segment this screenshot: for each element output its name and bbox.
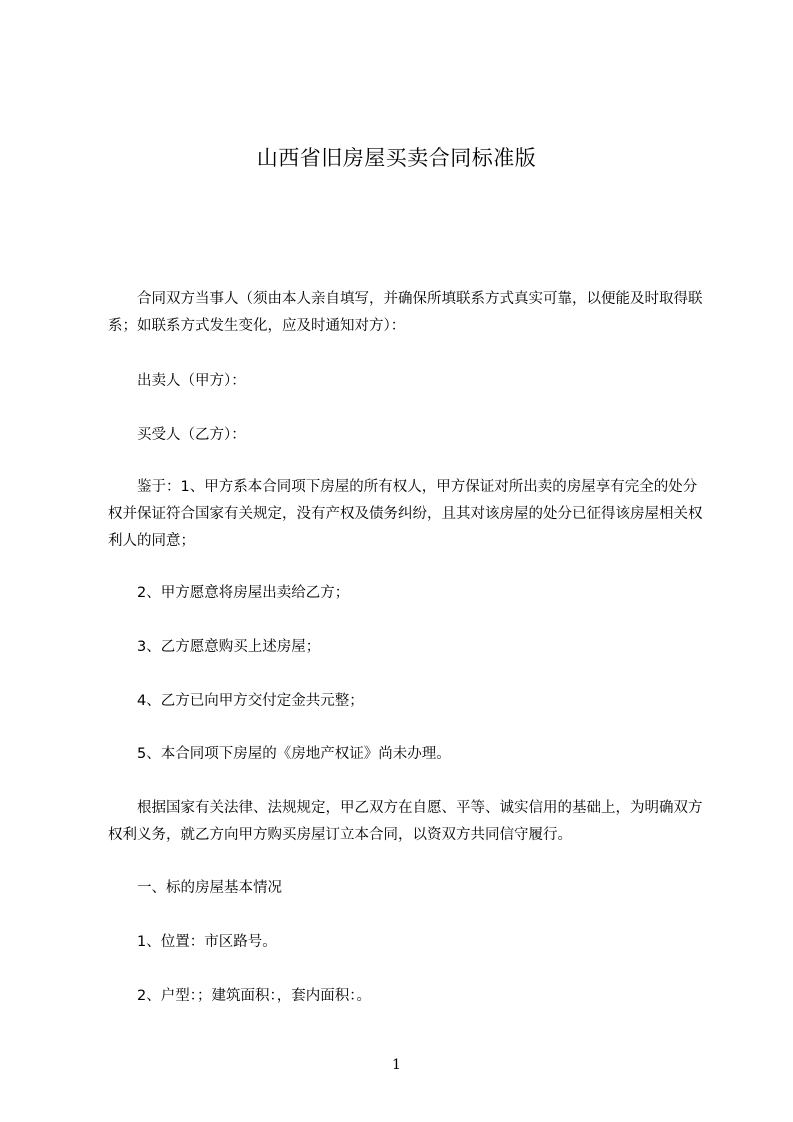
paragraph-buyer: 买受人（乙方）： xyxy=(137,427,246,443)
paragraph-whereas-4: 4、乙方已向甲方交付定金共元整； xyxy=(137,693,364,709)
paragraph-basis: 根据国家有关法律、法规规定，甲乙双方在自愿、平等、诚实信用的基础上，为明确双方权利义务，就乙方向甲方购买房屋订立本合同，以资双方共同信守履行。 xyxy=(108,800,703,843)
page-number: 1 xyxy=(392,1057,401,1073)
paragraph-whereas-5: 5、本合同项下房屋的《房地产权证》尚未办理。 xyxy=(137,746,451,762)
paragraph-whereas-2: 2、甲方愿意将房屋出卖给乙方； xyxy=(137,585,350,601)
paragraph-whereas-3: 3、乙方愿意购买上述房屋； xyxy=(137,639,321,655)
section-heading-1: 一、标的房屋基本情况 xyxy=(137,880,282,896)
paragraph-unit-type: 2、户型：；建筑面积：，套内面积：。 xyxy=(137,988,371,1004)
paragraph-whereas-1: 鉴于：1、甲方系本合同项下房屋的所有权人，甲方保证对所出卖的房屋享有完全的处分权并保证符合国家有关规定，没有产权及债务纠纷，且其对该房屋的处分已征得该房屋相关权利人的同意； xyxy=(108,479,703,549)
paragraph-seller: 出卖人（甲方）： xyxy=(137,373,246,389)
paragraph-parties-intro: 合同双方当事人（须由本人亲自填写，并确保所填联系方式真实可靠，以便能及时取得联系；如联系方式发生变化，应及时通知对方）： xyxy=(108,291,703,334)
document-title: 山西省旧房屋买卖合同标准版 xyxy=(256,146,537,170)
paragraph-location: 1、位置：市区路号。 xyxy=(137,934,277,950)
